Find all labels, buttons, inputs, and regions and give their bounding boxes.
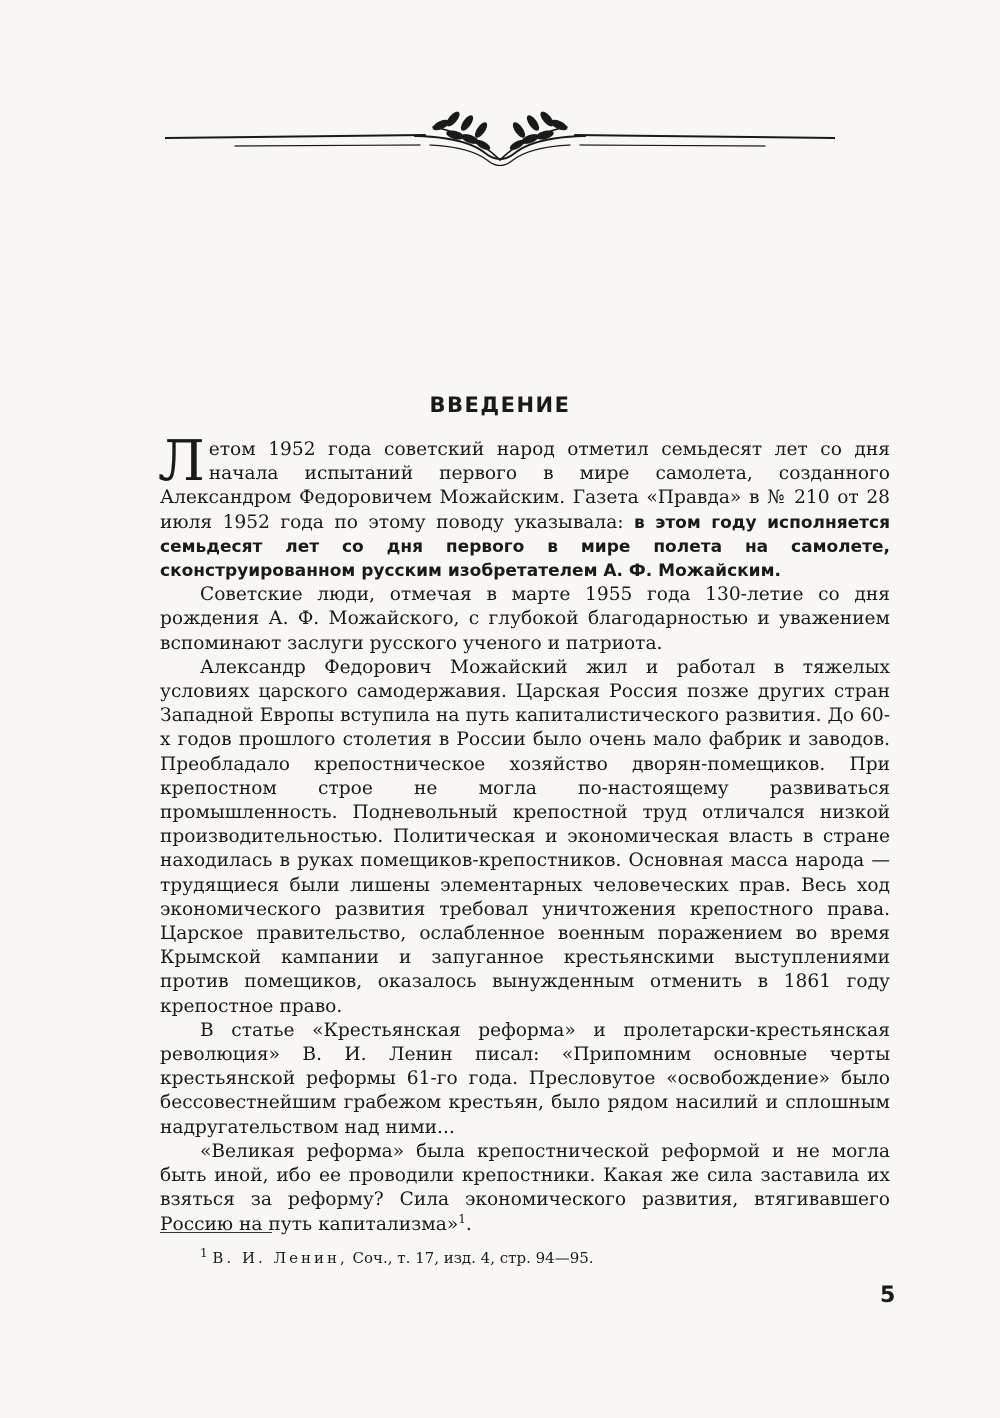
laurel-ornament xyxy=(165,105,835,185)
footnote-marker: 1 xyxy=(200,1246,208,1260)
paragraph-end: . xyxy=(465,1213,472,1235)
quoted-bold-text: в этом году исполняется семьдесят лет со дня первого в мире полета на самолете, сконструированном русским изобретателем А. Ф. Можайским. xyxy=(160,512,890,582)
footnote xyxy=(200,1246,594,1267)
footnote-reference: 1 xyxy=(458,1211,466,1226)
body-text xyxy=(158,429,890,1237)
paragraph-text: етом 1952 года советский народ отметил семьдесят лет со дня начала испытаний первого в мире самолета, созданного Александром Федоровичем Можайским. Газета «Правда» в № 210 от 28 июля 1952 года по этому поводу указывала: xyxy=(160,439,890,533)
paragraph xyxy=(160,1140,890,1237)
paragraph: В статье «Крестьянская реформа» и пролетарски-крестьянская революция» В. И. Ленин писал: «Припомним основные черты крестьянской реформы 61-го года. Пресловутое «освобождение» было бессовестнейшим грабежом крестьян, было рядом насилий и сплошным надругательством над ними... xyxy=(160,1019,890,1138)
paragraph: Александр Федорович Можайский жил и работал в тяжелых условиях царского самодержавия. Царская Россия позже других стран Западной Европы вступила на путь капиталистического развития. До 60-х годов прошлого столетия в России было очень мало фабрик и заводов. Преобладало крепостническое хозяйство дворян-помещиков. При крепостном строе не могла по-настоящему развиваться промышленность. Подневольный крепостной труд отличался низкой производительностью. Политическая и экономическая власть в стране находилась в руках помещиков-крепостников. Основная масса народа — трудящиеся были лишены элементарных человеческих прав. Весь ход экономического развития требовал уничтожения крепостного права. Царское правительство, ослабленное военным поражением во время Крымской кампании и запуганное крестьянскими выступлениями против помещиков, оказалось вынужденным отменить в 1861 году крепостное право. xyxy=(160,656,890,1017)
footnote-author: В. И. Ленин, xyxy=(212,1249,348,1267)
page-number: 5 xyxy=(880,1283,896,1308)
paragraph-text: «Великая реформа» была крепостнической реформой и не могла быть иной, ибо ее проводили крепостники. Какая же сила заставила их взяться за реформу? Сила экономического развития, втягивавшего Россию на путь капитализма» xyxy=(160,1140,890,1235)
paragraph: Советские люди, отмечая в марте 1955 года 130-летие со дня рождения А. Ф. Можайского, с глубокой благодарностью и уважением вспоминают заслуги русского ученого и патриота. xyxy=(160,584,890,654)
footnote-rule xyxy=(160,1232,272,1233)
paragraph xyxy=(158,429,890,583)
chapter-title: ВВЕДЕНИЕ xyxy=(429,393,571,417)
drop-cap: Л xyxy=(158,429,205,494)
footnote-citation: Соч., т. 17, изд. 4, стр. 94—95. xyxy=(352,1249,594,1267)
